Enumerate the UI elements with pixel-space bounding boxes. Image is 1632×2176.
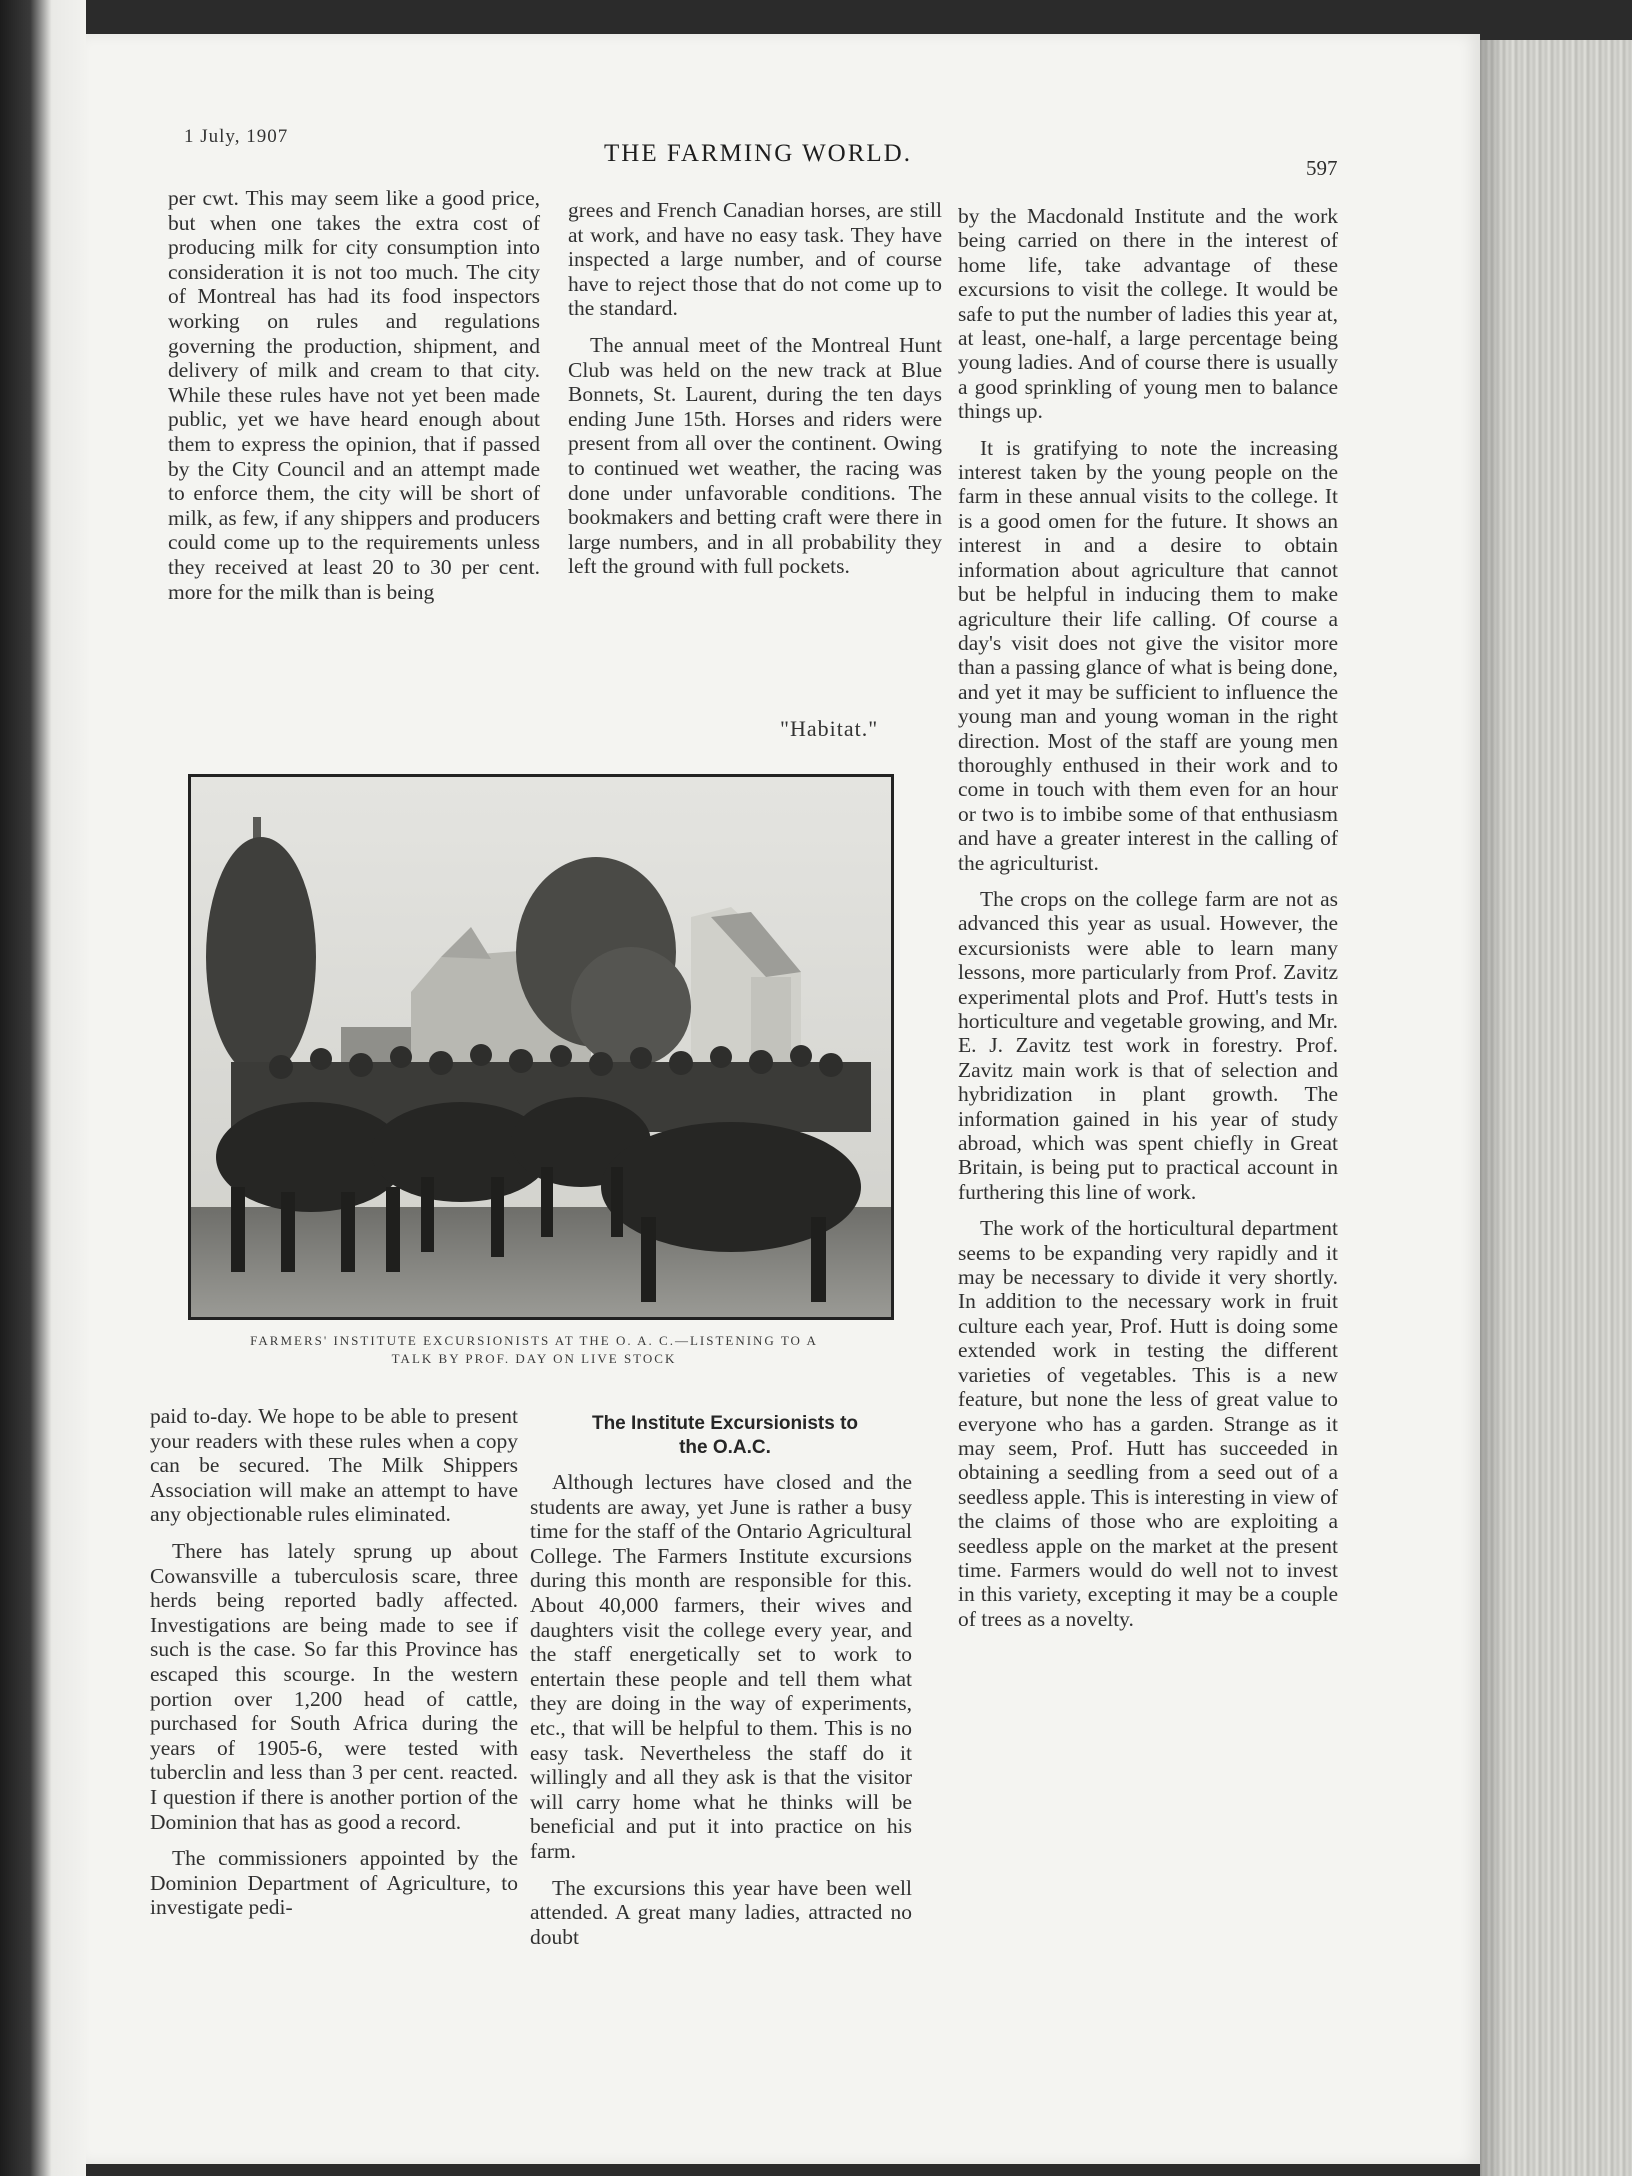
column-2-top xyxy=(568,198,942,579)
column-1-top xyxy=(168,186,540,604)
issue-date: 1 July, 1907 xyxy=(184,126,289,147)
paragraph: per cwt. This may seem like a good price, but when one takes the extra cost of producing milk for city consumption into consideration it is not too much. The city of Montreal has had its food inspectors working on rules and regulations governing the production, shipment, and delivery of milk and cream to that city. While these rules have not yet been made public, yet we have heard enough about them to express the opinion, that if passed by the City Council and an attempt made to enforce them, the city will be short of milk, as few, if any shippers and producers could come up to the requirements unless they received at least 20 to 30 per cent. more for the milk than is being xyxy=(168,186,540,604)
column-3 xyxy=(958,204,1338,1631)
book-gutter xyxy=(0,0,86,2176)
heading-line: the O.A.C. xyxy=(679,1437,771,1458)
paragraph: The annual meet of the Montreal Hunt Club was held on the new track at Blue Bonnets, St. Laurent, during the ten days ending June 15th. Horses and riders were present from all over the continent. Owing to continued wet weather, the racing was done under unfavorable conditions. The bookmakers and betting craft were there in large numbers, and in all probability they left the ground with full pockets. xyxy=(568,332,942,579)
paragraph: It is gratifying to note the increasing interest taken by the young people on the farm in these annual visits to the college. It is a good omen for the future. It shows an interest in and a desire to obtain information about agriculture that cannot but be helpful in inducing them to make agriculture their life calling. Of course a day's visit does not give the visitor more than a passing glance of what is being done, and yet it may be sufficient to influence the young man and young woman in the right direction. Most of the staff are young men thoroughly enthused in their work and to come in touch with them even for an hour or two is to imbibe some of that enthusiasm and have a greater interest in the calling of the agriculturist. xyxy=(958,435,1338,875)
page-number: 597 xyxy=(1306,156,1338,180)
paragraph: There has lately sprung up about Cowansville a tuberculosis scare, three herds being reported badly affected. Investigations are being made to see if such is the case. So far this Province has escaped this scourge. In the western portion over 1,200 head of cattle, purchased for South Africa during the years of 1905-6, were tested with tuberclin and less than 3 per cent. reacted. I question if there is another portion of the Dominion that has as good a record. xyxy=(150,1538,518,1834)
paragraph: grees and French Canadian horses, are still at work, and have no easy task. They have inspected a large number, and of course have to reject those that do not come up to the standard. xyxy=(568,198,942,321)
publication-title: THE FARMING WORLD. xyxy=(604,140,912,167)
paragraph: Although lectures have closed and the students are away, yet June is rather a busy time for the staff of the Ontario Agricultural College. The Farmers Institute excursions during this month are responsible for this. About 40,000 farmers, their wives and daughters visit the college every year, and the staff energetically set to work to entertain these people and tell them what they are doing in the way of experiments, etc., that will be helpful to them. This is no easy task. Nevertheless the staff do it willingly and all they ask is that the visitor will carry home what he thinks will be beneficial and put it into practice on his farm. xyxy=(530,1470,912,1863)
paragraph: The work of the horticultural department seems to be expanding very rapidly and it may be necessary to divide it very shortly. In addition to the necessary work in fruit culture each year, Prof. Hutt is doing some extended work in testing the different varieties of vegetables. This is a new feature, but none the less of great value to everyone who has a garden. Strange as it may seem, Prof. Hutt has succeeded in obtaining a seedling from a seed out of a seedless apple. This is interesting in view of the claims of those who are exploiting a seedless apple on the market at the present time. Farmers would do well not to invest in this variety, excepting it may be a couple of trees as a novelty. xyxy=(958,1216,1338,1631)
page-edge-shadow xyxy=(1480,40,1506,2176)
paragraph: The commissioners appointed by the Dominion Department of Agriculture, to investigate pedi- xyxy=(150,1846,518,1920)
paragraph: The crops on the college farm are not as advanced this year as usual. However, the excursionists were able to learn many lessons, more particularly from Prof. Zavitz experimental plots and Prof. Hutt's tests in horticulture and vegetable growing, and Mr. E. J. Zavitz test work in forestry. Prof. Zavitz main work is that of selection and hybridization in plant growth. The information gained in his year of study abroad, which was spent chiefly in Great Britain, is being put to practical account in furthering this line of work. xyxy=(958,886,1338,1204)
heading-line: The Institute Excursionists to xyxy=(591,1413,859,1434)
paragraph: paid to-day. We hope to be able to present your readers with these rules when a copy can be secured. The Milk Shippers Association will make an attempt to have any objectionable rules eliminated. xyxy=(150,1404,518,1527)
author-signature: "Habitat." xyxy=(780,716,879,741)
caption-line: TALK BY PROF. DAY ON LIVE STOCK xyxy=(391,1351,677,1366)
article-heading xyxy=(560,1412,890,1460)
caption-line: FARMERS' INSTITUTE EXCURSIONISTS AT THE O. A. C.—LISTENING TO A xyxy=(250,1333,818,1348)
paragraph: The excursions this year have been well attended. A great many ladies, attracted no doubt xyxy=(530,1875,912,1949)
farm-photograph xyxy=(188,774,894,1320)
column-2-bottom xyxy=(530,1470,912,1949)
photo-caption xyxy=(196,1332,872,1368)
paragraph: by the Macdonald Institute and the work being carried on there in the interest of home life, take advantage of these excursions to visit the college. It would be safe to put the number of ladies this year at, at least, one-half, a large percentage being young ladies. And of course there is usually a good sprinkling of young men to balance things up. xyxy=(958,204,1338,424)
photo-illustration xyxy=(191,777,891,1317)
column-1-bottom xyxy=(150,1404,518,1920)
